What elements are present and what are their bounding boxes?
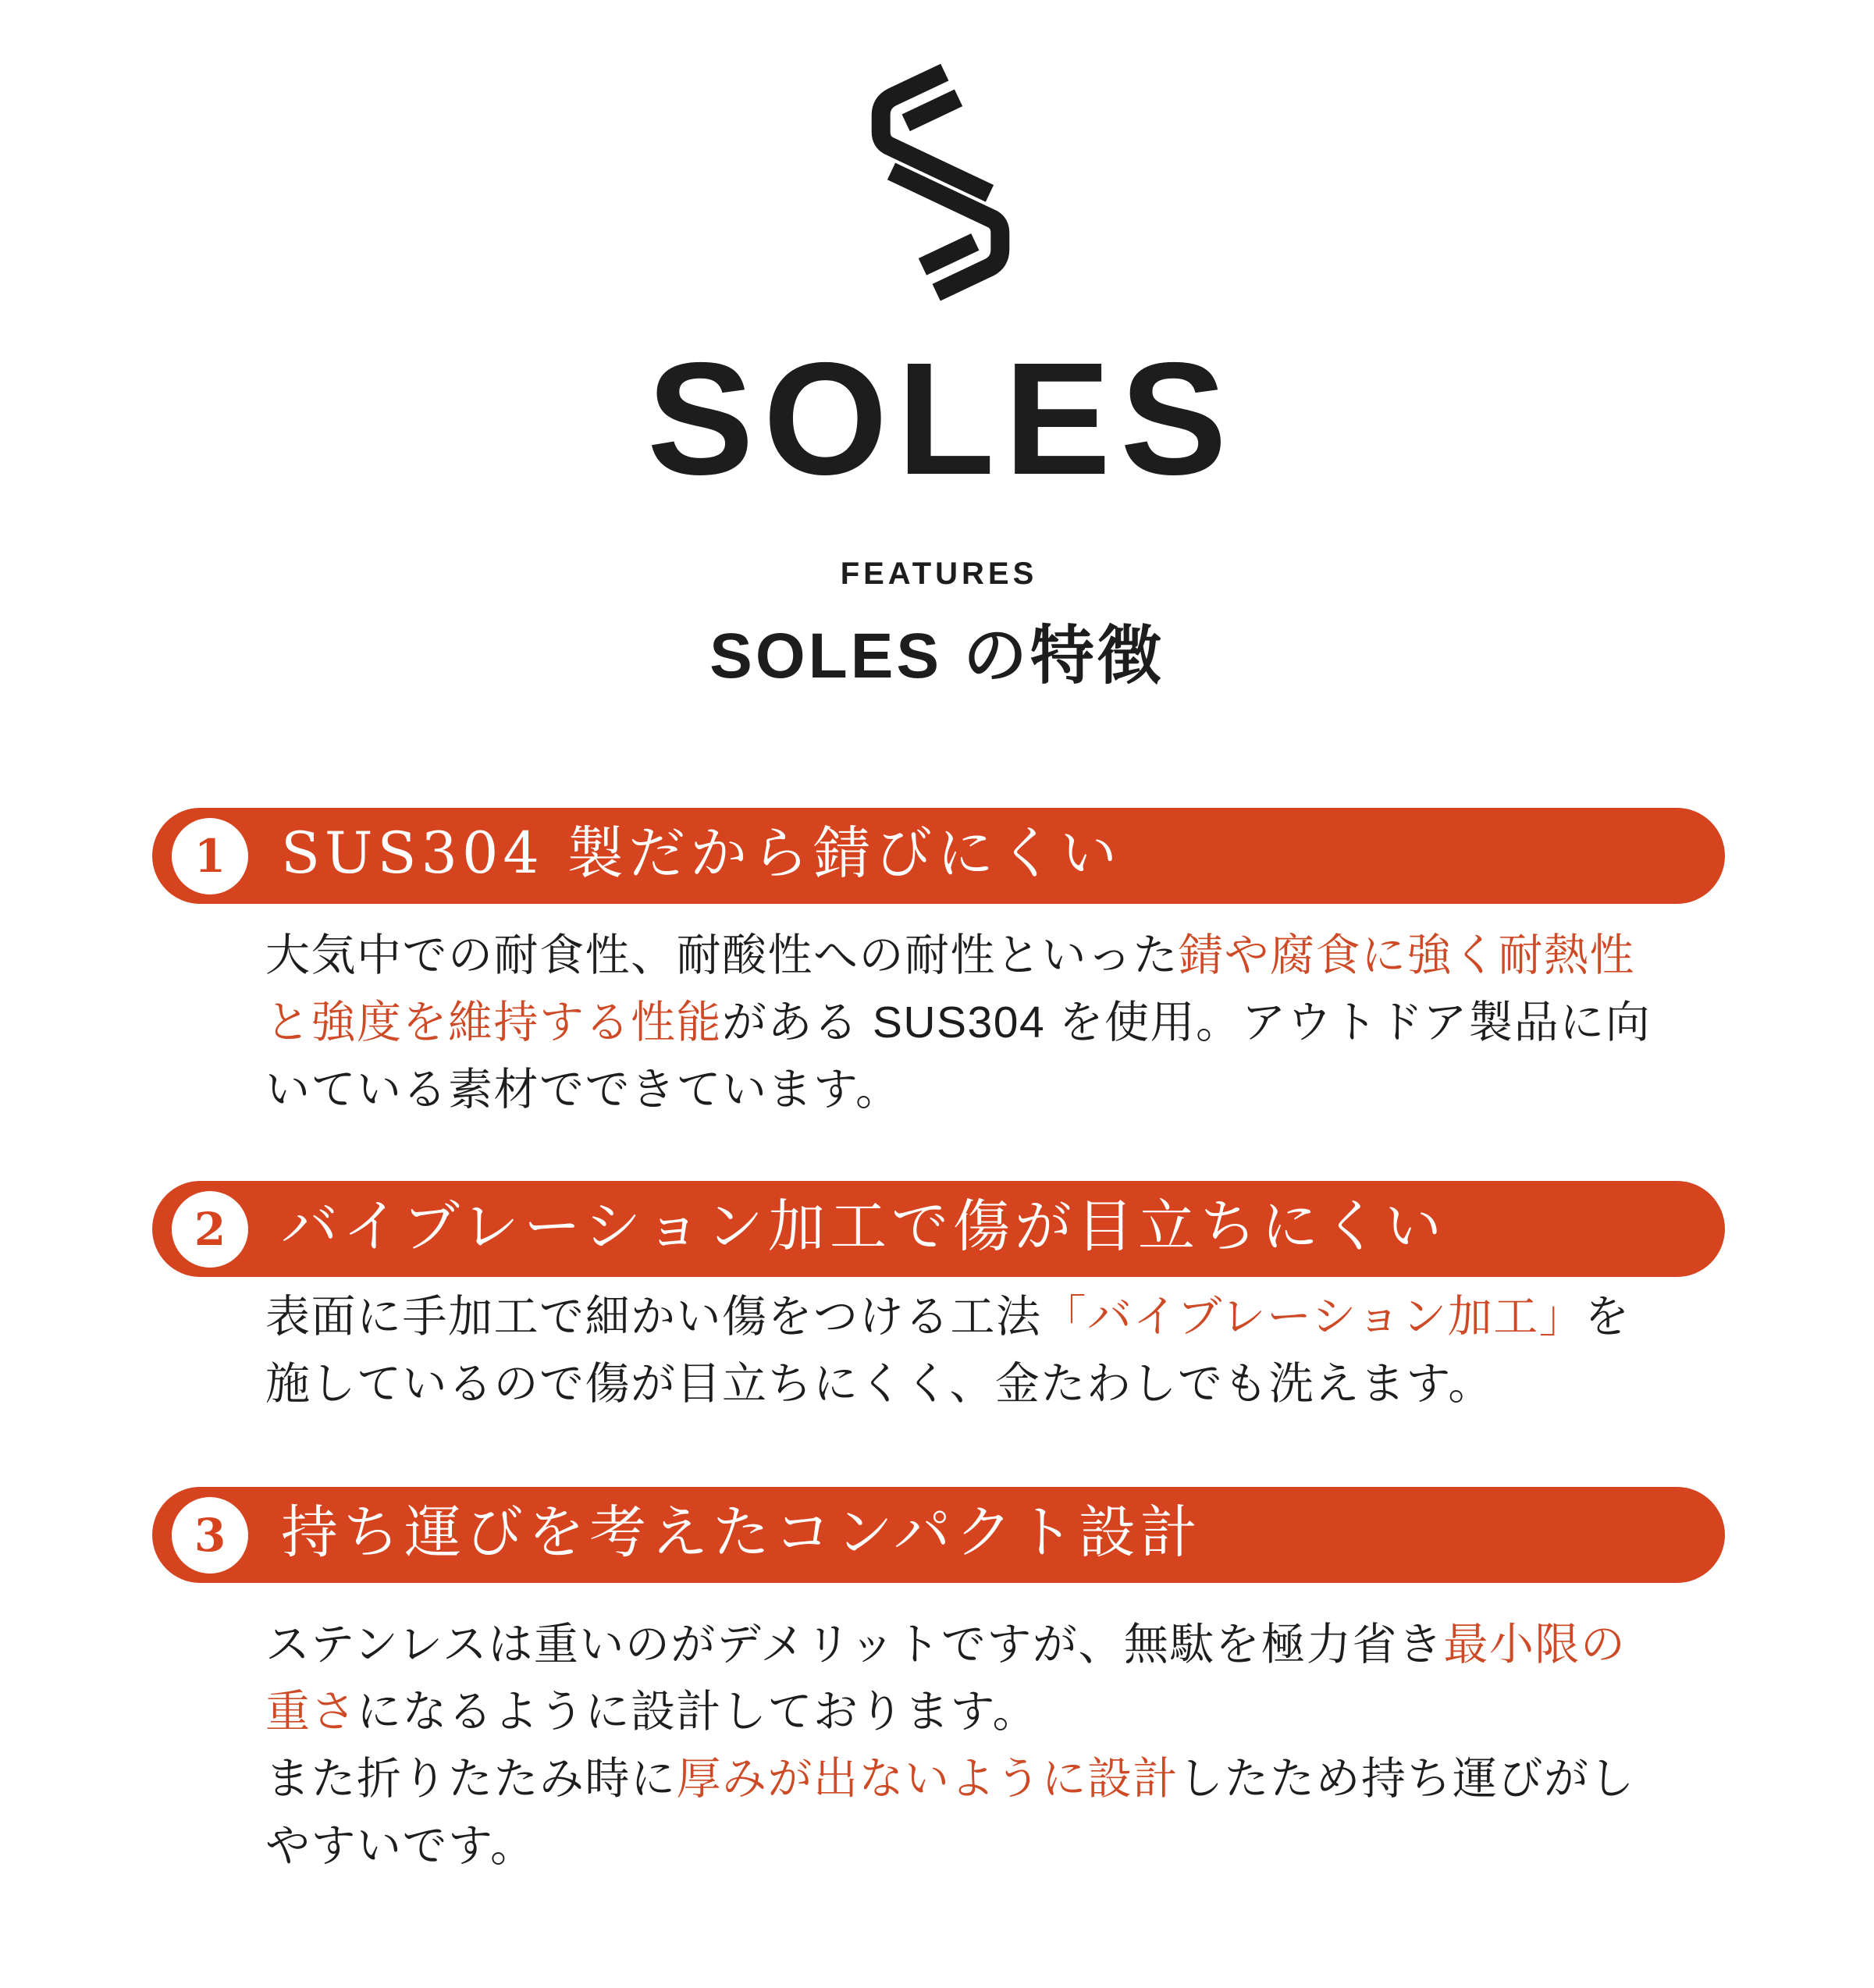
body-text-highlight: 錆や腐食に強く耐熱性 (1179, 930, 1635, 980)
body-text-run: やすいです。 (265, 1821, 536, 1871)
body-text-highlight: 厚みが出ないように設計 (676, 1754, 1179, 1804)
body-line (265, 1283, 1780, 1350)
body-text-run: を (1584, 1292, 1630, 1342)
body-text-highlight: 最小限の (1443, 1620, 1627, 1670)
body-line (265, 1611, 1780, 1678)
feature-section-2 (0, 1181, 1874, 1417)
feature-banner-2 (152, 1181, 1725, 1277)
soles-logo-icon (859, 57, 1015, 303)
page-title: SOLES の特徴 (709, 621, 1165, 692)
body-text-run: したため持ち運びがし (1179, 1754, 1635, 1804)
brand-wordmark: SOLES (647, 329, 1236, 508)
body-line (265, 989, 1780, 1056)
body-text-highlight: と強度を維持する性能 (265, 998, 722, 1047)
feature-banner-3 (152, 1487, 1725, 1583)
feature-title-2: バイブレーション加工で傷が目立ちにくい (281, 1193, 1446, 1260)
body-text-run: 施しているので傷が目立ちにくく、金たわしでも洗えます。 (265, 1359, 1494, 1409)
body-text-run: 大気中での耐食性、耐酸性への耐性といった (265, 930, 1179, 980)
body-line (265, 1056, 1780, 1123)
feature-title-3: 持ち運びを考えたコンパクト設計 (281, 1499, 1202, 1566)
logo-bottom-stripe (922, 242, 974, 267)
body-text-run: ステンレスは重いのがデメリットですが、無駄を極力省き (265, 1620, 1444, 1670)
body-line (265, 1745, 1780, 1812)
feature-section-3 (0, 1487, 1874, 1880)
body-line (265, 1812, 1780, 1880)
feature-title-1: SUS304 製だから錆びにくい (281, 820, 1122, 887)
body-line (265, 1350, 1780, 1417)
body-text-run: また折りたたみ時に (265, 1754, 677, 1804)
feature-body-2 (265, 1283, 1780, 1417)
body-text-highlight: 「バイブレーション加工」 (1041, 1292, 1585, 1342)
feature-section-1 (0, 808, 1874, 1123)
page (0, 57, 1874, 1988)
features-eyebrow: FEATURES (840, 557, 1038, 591)
feature-number-badge-2: 2 (172, 1191, 248, 1268)
body-text-run: がある SUS304 を使用。アウトドア製品に向 (722, 998, 1652, 1047)
feature-number-badge-3: 3 (172, 1497, 248, 1574)
feature-body-3 (265, 1611, 1780, 1880)
body-line (265, 922, 1780, 989)
body-text-run: いている素材でできています。 (265, 1065, 901, 1115)
feature-body-1 (265, 922, 1780, 1123)
body-line (265, 1678, 1780, 1745)
body-text-run: 表面に手加工で細かい傷をつける工法 (265, 1292, 1042, 1342)
body-text-highlight: 重さ (265, 1687, 357, 1737)
logo-top-stripe (905, 98, 958, 123)
feature-banner-1 (152, 808, 1725, 904)
feature-number-badge-1: 1 (172, 818, 248, 894)
body-text-run: になるように設計しております。 (357, 1687, 1038, 1737)
